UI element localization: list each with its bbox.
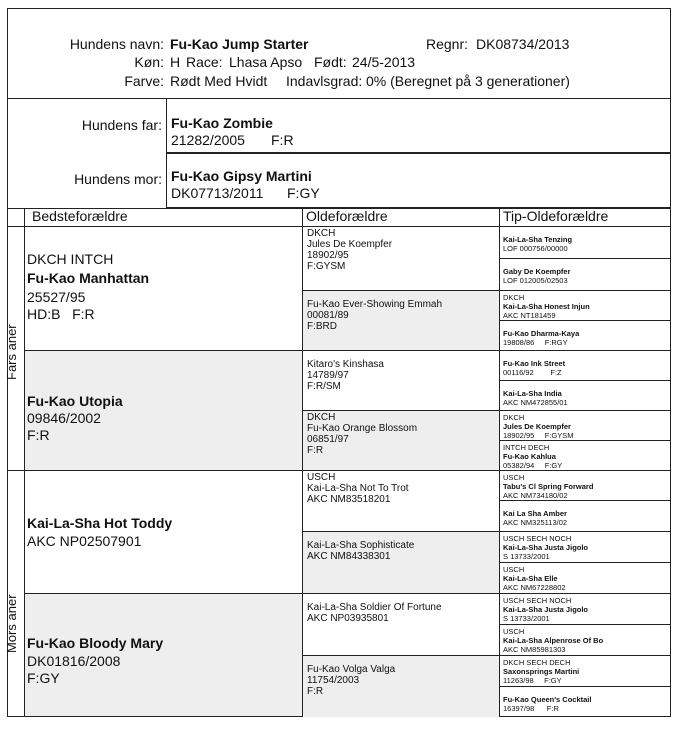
great-great-grandparent-info: DKCH SECH DECH — [503, 658, 571, 667]
great-great-grandparent-info: 19808/86 F:RGY — [503, 338, 568, 347]
divider — [499, 562, 671, 563]
great-grandparent-info: DKCH — [307, 412, 336, 423]
great-great-grandparent-cell — [500, 411, 671, 440]
great-grandparent-cell — [303, 594, 499, 655]
divider — [499, 380, 671, 381]
grandparent-cell — [25, 594, 302, 716]
divider — [499, 593, 671, 594]
great-great-grandparent-info: S 13733/2001 — [503, 614, 550, 623]
born-label: Født: — [314, 54, 347, 70]
great-grandparent-info: AKC NP03935801 — [307, 613, 389, 624]
great-grandparent-info: F:R/SM — [307, 381, 341, 392]
great-great-grandparent-cell — [500, 381, 671, 410]
grandparent-extra: F:R — [27, 427, 50, 443]
great-great-grandparent-info: AKC NM472855/01 — [503, 398, 568, 407]
great-great-grandparent-cell — [500, 532, 671, 562]
grandparent-name: Fu-Kao Manhattan — [27, 270, 150, 286]
great-great-grandparent-name: Kai-La-Sha Elle — [503, 574, 558, 583]
divider — [499, 470, 671, 471]
divider — [24, 470, 302, 471]
great-grandparent-cell — [303, 291, 499, 350]
great-grandparent-cell — [303, 351, 499, 410]
regnr-label: Regnr: — [426, 36, 469, 52]
great-grandparent-info: AKC NM83518201 — [307, 494, 391, 505]
great-grandparent-info: 00081/89 — [307, 310, 349, 321]
divider — [499, 686, 671, 687]
great-great-grandparent-cell — [500, 471, 671, 500]
grandparent-extra: F:GY — [27, 670, 60, 686]
great-great-grandparent-info: 11263/98 F:GY — [503, 676, 562, 685]
great-great-grandparent-info: 00116/92 F:Z — [503, 368, 562, 377]
divider — [499, 531, 671, 532]
divider — [499, 320, 671, 321]
great-grandparent-info: Fu-Kao Volga Valga — [307, 664, 396, 675]
great-great-grandparent-name: Tabu's Cl Spring Forward — [503, 482, 594, 491]
grandparent-extra: HD:B F:R — [27, 306, 95, 322]
great-great-grandparent-info: 05382/94 F:GY — [503, 461, 563, 470]
col-great-great: Tip-Oldeforældre — [503, 208, 609, 224]
great-grandparent-info: 18902/95 — [307, 250, 349, 261]
grandparent-name: Fu-Kao Utopia — [27, 393, 123, 409]
grandparent-name: Fu-Kao Bloody Mary — [27, 635, 164, 651]
inbreeding-label: Indavlsgrad: — [286, 73, 363, 89]
race-label: Race: — [186, 54, 223, 70]
sex-label: Køn: — [134, 54, 164, 70]
great-great-grandparent-info: INTCH DECH — [503, 443, 550, 452]
col-great-grandparents: Oldeforældre — [306, 208, 388, 224]
great-grandparent-info: 06851/97 — [307, 434, 349, 445]
great-grandparent-info: Fu-Kao Ever-Showing Emmah — [307, 299, 443, 310]
divider — [499, 226, 671, 227]
great-great-grandparent-info: AKC NT181459 — [503, 311, 556, 320]
grandparent-cell — [24, 226, 303, 350]
divider — [302, 410, 499, 411]
mother-color: F:GY — [287, 185, 320, 201]
great-great-grandparent-info: 18902/95 F:GYSM — [503, 431, 574, 440]
great-grandparent-cell — [303, 532, 499, 593]
mother-name: Fu-Kao Gipsy Martini — [171, 168, 312, 184]
great-great-grandparent-name: Kai-La-Sha Honest Injun — [503, 302, 590, 311]
great-great-grandparent-cell — [500, 291, 671, 320]
grandparent-name: Kai-La-Sha Hot Toddy — [27, 515, 173, 531]
great-grandparent-info: Kai-La-Sha Not To Trot — [307, 483, 409, 494]
divider — [302, 350, 499, 351]
divider — [302, 655, 499, 656]
mother-label: Hundens mor: — [74, 171, 162, 187]
great-great-grandparent-info: DKCH — [503, 293, 525, 302]
born-value: 24/5-2013 — [352, 54, 416, 70]
great-grandparent-cell — [303, 656, 499, 717]
great-grandparent-cell — [303, 227, 499, 290]
great-great-grandparent-name: Kai-La-Sha Justa Jigolo — [503, 605, 589, 614]
great-great-grandparent-cell — [500, 625, 671, 655]
great-great-grandparent-name: Fu-Kao Kahlua — [503, 452, 556, 461]
great-great-grandparent-cell — [500, 687, 671, 717]
divider — [499, 440, 671, 441]
divider — [499, 350, 671, 351]
great-great-grandparent-name: Fu-Kao Ink Street — [503, 359, 566, 368]
grandparent-reg: DK01816/2008 — [27, 653, 121, 669]
great-great-grandparent-info: USCH — [503, 565, 525, 574]
great-great-grandparent-cell — [500, 321, 671, 350]
grandparent-title: DKCH INTCH — [27, 251, 114, 267]
father-reg: 21282/2005 — [171, 132, 245, 148]
great-great-grandparent-info: DKCH — [503, 413, 525, 422]
great-grandparent-info: DKCH — [307, 228, 336, 239]
great-grandparent-info: Kai-La-Sha Sophisticate — [307, 540, 415, 551]
great-great-grandparent-cell — [500, 351, 671, 380]
great-great-grandparent-info: AKC NM85981303 — [503, 645, 566, 654]
fathers-side-label: Fars aner — [4, 324, 19, 380]
divider — [302, 290, 499, 291]
father-name: Fu-Kao Zombie — [171, 115, 273, 131]
dog-name: Fu-Kao Jump Starter — [170, 36, 309, 52]
great-grandparent-info: AKC NM84338301 — [307, 551, 391, 562]
great-grandparent-info: F:R — [307, 686, 324, 697]
divider — [499, 500, 671, 501]
color-label: Farve: — [124, 73, 164, 89]
great-grandparent-info: Jules De Koempfer — [307, 239, 393, 250]
great-grandparent-info: 14789/97 — [307, 370, 349, 381]
color-value: Rødt Med Hvidt — [170, 73, 268, 89]
divider — [499, 624, 671, 625]
great-great-grandparent-name: Kai-La-Sha Tenzing — [503, 235, 573, 244]
great-great-grandparent-cell — [500, 563, 671, 593]
divider — [302, 226, 499, 227]
great-great-grandparent-info: LOF 012005/02503 — [503, 276, 568, 285]
divider — [499, 258, 671, 259]
great-great-grandparent-info: LOF 000756/00000 — [503, 244, 568, 253]
great-grandparent-info: 11754/2003 — [307, 675, 360, 686]
great-great-grandparent-info: AKC NM734180/02 — [503, 491, 568, 500]
great-great-grandparent-cell — [500, 656, 671, 686]
sex-value: H — [170, 54, 181, 70]
grandparent-reg: 09846/2002 — [27, 410, 101, 426]
great-great-grandparent-name: Gaby De Koempfer — [503, 267, 571, 276]
great-great-grandparent-info: AKC NM325113/02 — [503, 518, 568, 527]
great-great-grandparent-cell — [500, 227, 671, 258]
great-great-grandparent-name: Kai-La-Sha Alpenrose Of Bo — [503, 636, 604, 645]
great-great-grandparent-cell — [500, 259, 671, 290]
divider — [499, 410, 671, 411]
grandparent-cell — [25, 351, 302, 470]
great-great-grandparent-name: Jules De Koempfer — [503, 422, 571, 431]
great-grandparent-info: F:BRD — [307, 321, 337, 332]
divider — [302, 593, 499, 594]
great-great-grandparent-name: Kai-La-Sha India — [503, 389, 562, 398]
great-grandparent-info: Kai-La-Sha Soldier Of Fortune — [307, 602, 442, 613]
great-great-grandparent-info: USCH — [503, 473, 525, 482]
great-great-grandparent-name: Fu-Kao Queen's Cocktail — [503, 695, 592, 704]
great-great-grandparent-info: USCH — [503, 627, 525, 636]
great-grandparent-cell — [303, 411, 499, 470]
divider — [24, 350, 302, 351]
col-grandparents: Bedsteforældre — [32, 208, 128, 224]
great-great-grandparent-info: AKC NM67228802 — [503, 583, 566, 592]
great-grandparent-info: Fu-Kao Orange Blossom — [307, 423, 418, 434]
grandparent-cell — [24, 471, 303, 593]
divider — [7, 470, 25, 471]
great-great-grandparent-name: Kai-La-Sha Justa Jigolo — [503, 543, 589, 552]
mother-reg: DK07713/2011 — [171, 185, 264, 201]
great-great-grandparent-info: USCH SECH NOCH — [503, 534, 572, 543]
great-great-grandparent-name: Fu-Kao Dharma-Kaya — [503, 329, 580, 338]
great-great-grandparent-cell — [500, 441, 671, 470]
great-grandparent-info: USCH — [307, 472, 336, 483]
divider — [499, 655, 671, 656]
great-grandparent-info: F:R — [307, 445, 324, 456]
divider — [302, 470, 499, 471]
grandparent-reg: AKC NP02507901 — [27, 533, 142, 549]
great-grandparent-info: F:GYSM — [307, 261, 346, 272]
divider — [302, 531, 499, 532]
great-grandparent-cell — [303, 471, 499, 531]
divider — [499, 290, 671, 291]
great-great-grandparent-name: Saxonsprings Martini — [503, 667, 580, 676]
regnr-value: DK08734/2013 — [476, 36, 570, 52]
great-grandparent-info: Kitaro's Kinshasa — [307, 359, 384, 370]
grandparent-reg: 25527/95 — [27, 289, 86, 305]
father-color: F:R — [271, 132, 294, 148]
great-great-grandparent-cell — [500, 594, 671, 624]
divider — [24, 593, 302, 594]
great-great-grandparent-info: S 13733/2001 — [503, 552, 550, 561]
great-great-grandparent-info: 16397/98 F:R — [503, 704, 559, 713]
name-label: Hundens navn: — [69, 36, 164, 52]
great-great-grandparent-info: USCH SECH NOCH — [503, 596, 572, 605]
great-great-grandparent-name: Kai La Sha Amber — [503, 509, 567, 518]
mothers-side-label: Mors aner — [4, 594, 19, 653]
race-value: Lhasa Apso — [229, 54, 303, 70]
father-label: Hundens far: — [81, 117, 162, 133]
great-great-grandparent-cell — [500, 501, 671, 531]
inbreeding-value: 0% (Beregnet på 3 generationer) — [366, 73, 570, 89]
